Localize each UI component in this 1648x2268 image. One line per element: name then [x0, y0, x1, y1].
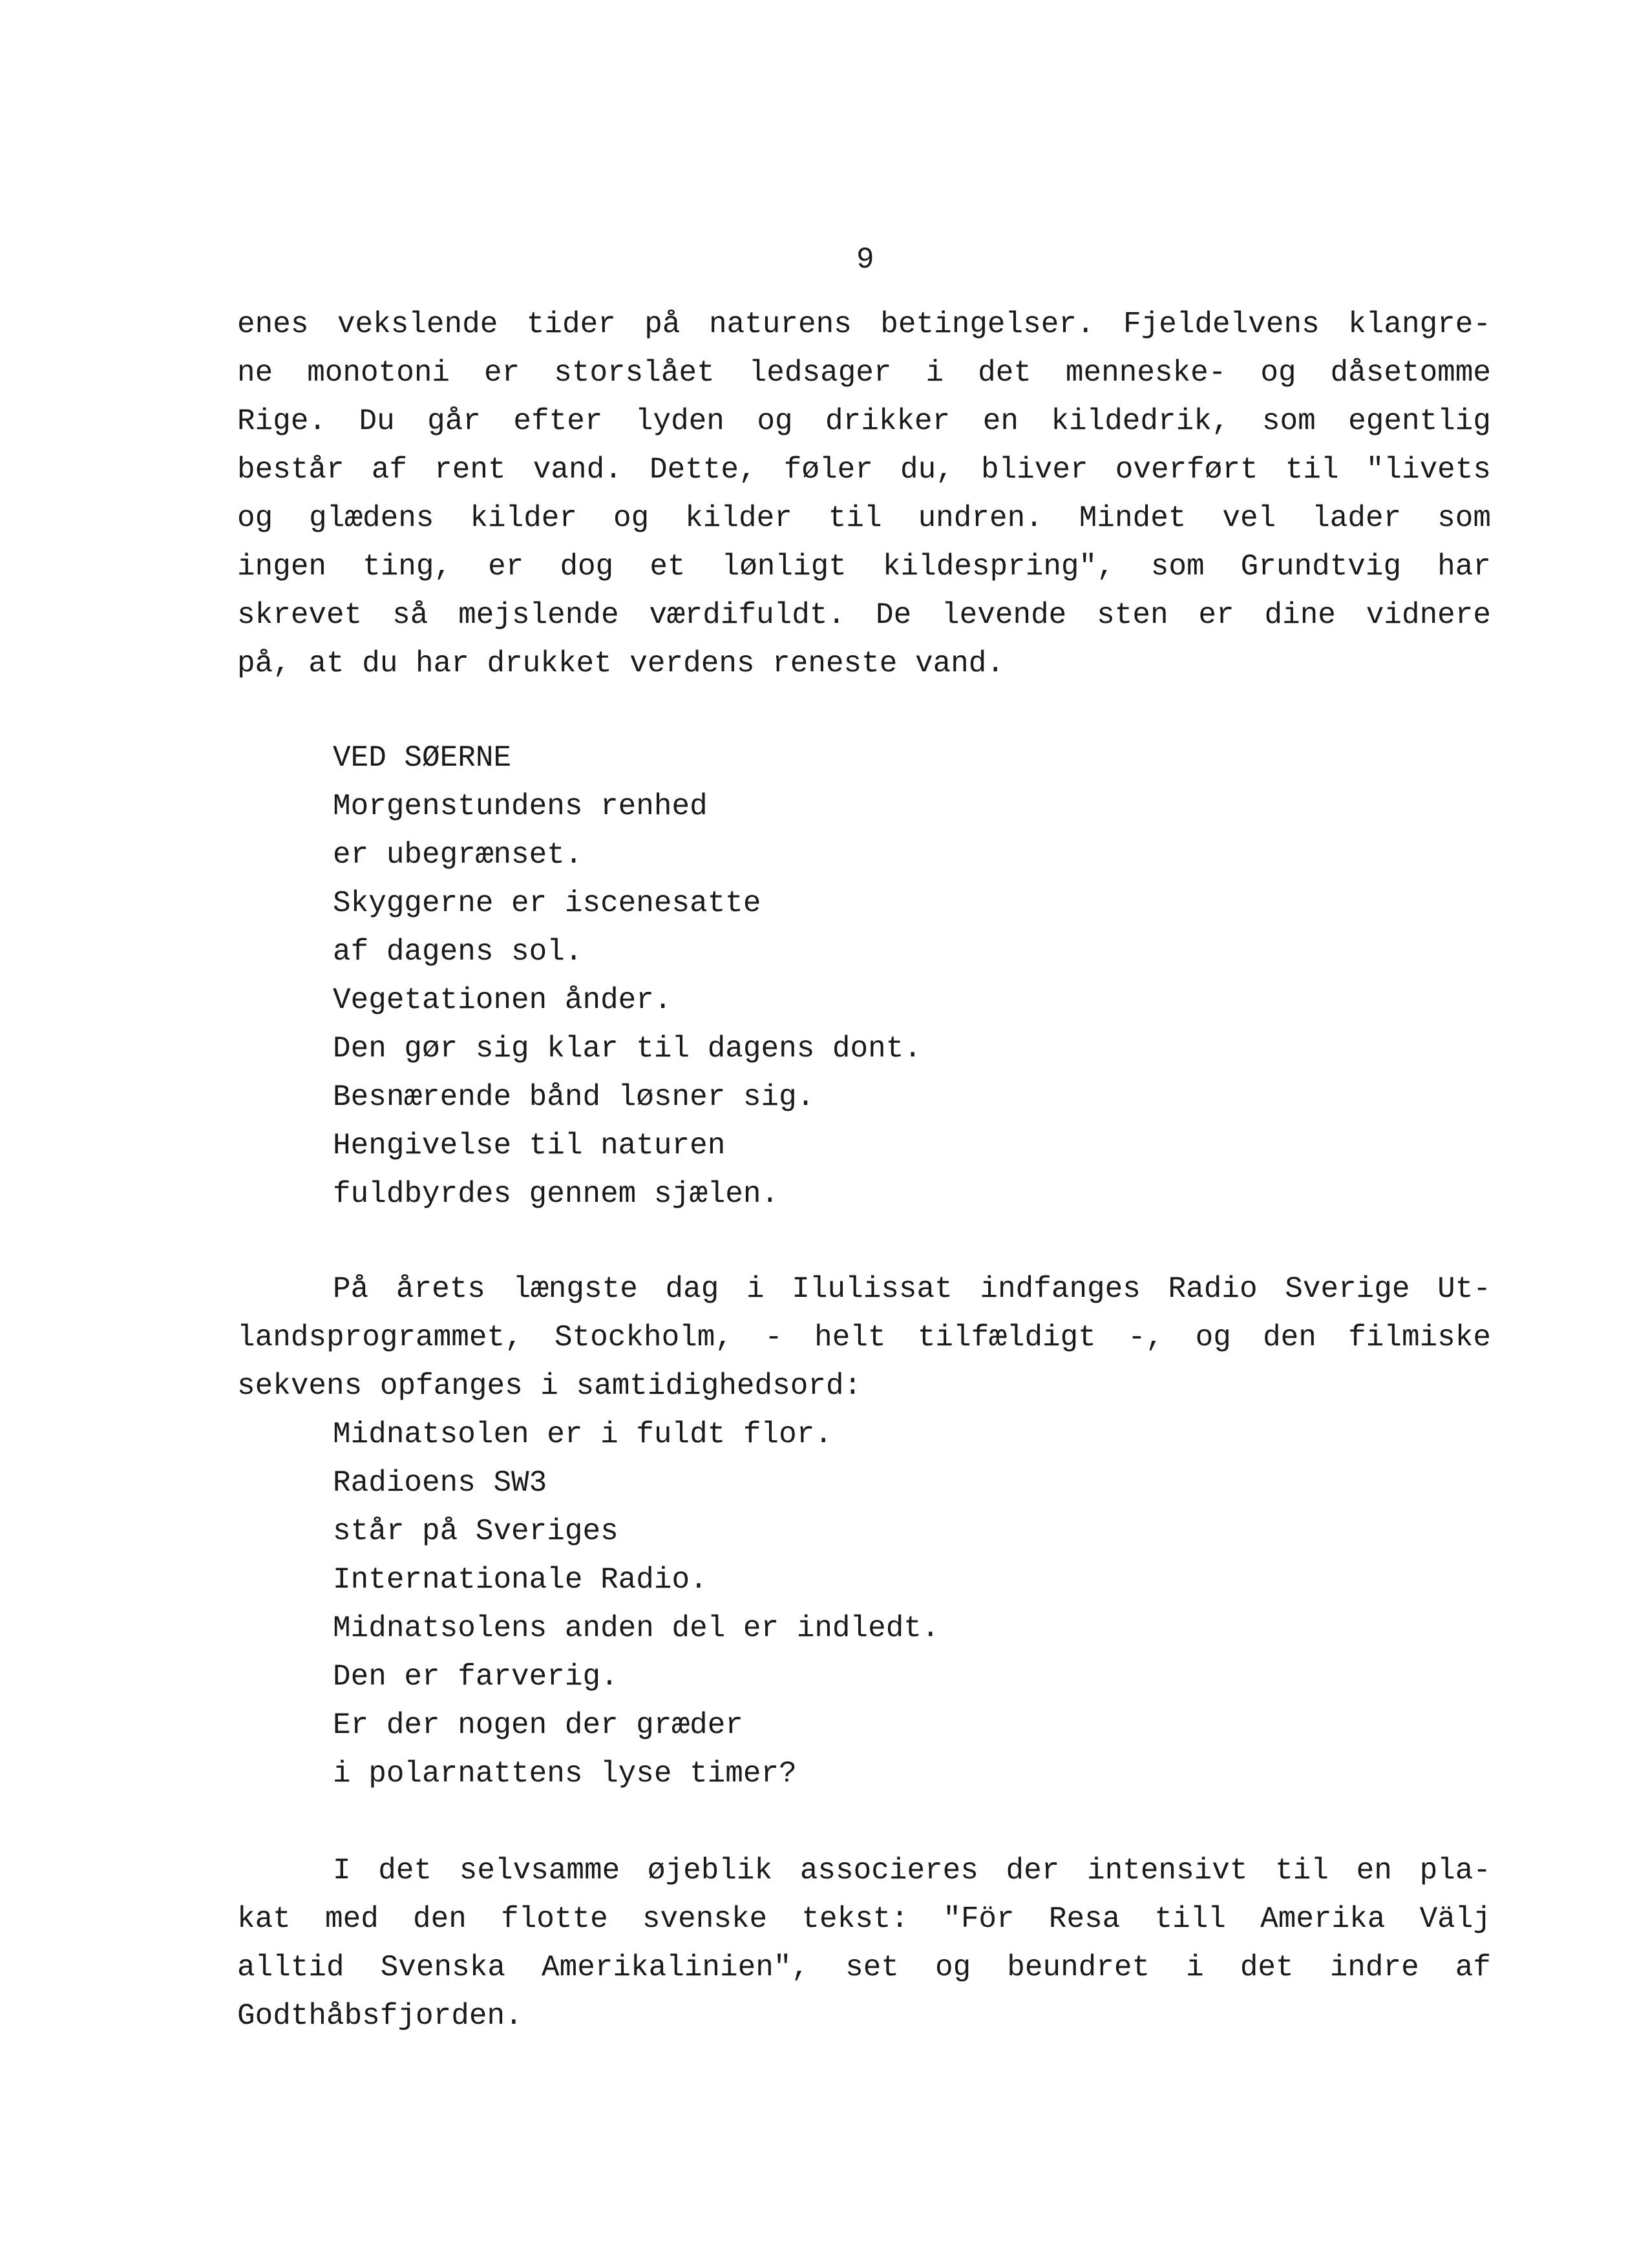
poem-title: VED SØERNE — [333, 741, 512, 775]
poem-line: er ubegrænset. — [333, 838, 583, 872]
poem-midnatsolen — [333, 1411, 940, 1798]
poem-ved-soerne — [333, 734, 922, 1219]
text-line: På årets længste dag i Ilulissat indfanges Radio Sverige Ut- — [333, 1272, 1491, 1306]
poem-line: Midnatsolen er i fuldt flor. — [333, 1418, 832, 1451]
text-line: kat med den flotte svenske tekst: "För Resa till Amerika Välj — [237, 1902, 1491, 1936]
text-line: alltid Svenska Amerikalinien", set og beundret i det indre af — [237, 1951, 1491, 1984]
poem-line: Midnatsolens anden del er indledt. — [333, 1612, 940, 1645]
text-line: Rige. Du går efter lyden og drikker en kildedrik, som egentlig — [237, 404, 1491, 438]
poem-line: står på Sveriges — [333, 1515, 618, 1548]
poem-line: af dagens sol. — [333, 935, 583, 969]
poem-line: Vegetationen ånder. — [333, 983, 672, 1017]
poem-line: Skyggerne er iscenesatte — [333, 887, 761, 920]
text-line: ingen ting, er dog et lønligt kildespring", som Grundtvig har — [237, 550, 1491, 583]
text-line: I det selvsamme øjeblik associeres der intensivt til en pla- — [333, 1854, 1491, 1887]
text-line: enes vekslende tider på naturens betingelser. Fjeldelvens klangre- — [237, 308, 1491, 341]
poem-line: Er der nogen der græder — [333, 1708, 743, 1742]
paragraph-3 — [237, 1847, 1491, 2041]
poem-line: i polarnattens lyse timer? — [333, 1757, 797, 1790]
paragraph-1 — [237, 300, 1491, 688]
text-line: landsprogrammet, Stockholm, - helt tilfældigt -, og den filmiske — [237, 1321, 1491, 1354]
text-line: Godthåbsfjorden. — [237, 1999, 523, 2033]
poem-line: Radioens SW3 — [333, 1466, 547, 1500]
poem-line: Den er farverig. — [333, 1660, 618, 1694]
poem-line: Internationale Radio. — [333, 1563, 708, 1597]
text-line: sekvens opfanges i samtidighedsord: — [237, 1369, 862, 1403]
poem-line: Hengivelse til naturen — [333, 1129, 726, 1162]
poem-line: Besnærende bånd løsner sig. — [333, 1080, 815, 1114]
text-line: ne monotoni er storslået ledsager i det menneske- og dåsetomme — [237, 356, 1491, 390]
text-line: på, at du har drukket verdens reneste vand. — [237, 647, 1004, 680]
poem-line: Den gør sig klar til dagens dont. — [333, 1032, 922, 1066]
text-line: og glædens kilder og kilder til undren. Mindet vel lader som — [237, 501, 1491, 535]
text-line: består af rent vand. Dette, føler du, bliver overført til "livets — [237, 453, 1491, 487]
poem-line: fuldbyrdes gennem sjælen. — [333, 1177, 779, 1211]
paragraph-2 — [237, 1265, 1491, 1411]
poem-line: Morgenstundens renhed — [333, 790, 708, 823]
text-line: skrevet så mejslende værdifuldt. De levende sten er dine vidnere — [237, 598, 1491, 632]
page-number: 9 — [856, 243, 874, 277]
